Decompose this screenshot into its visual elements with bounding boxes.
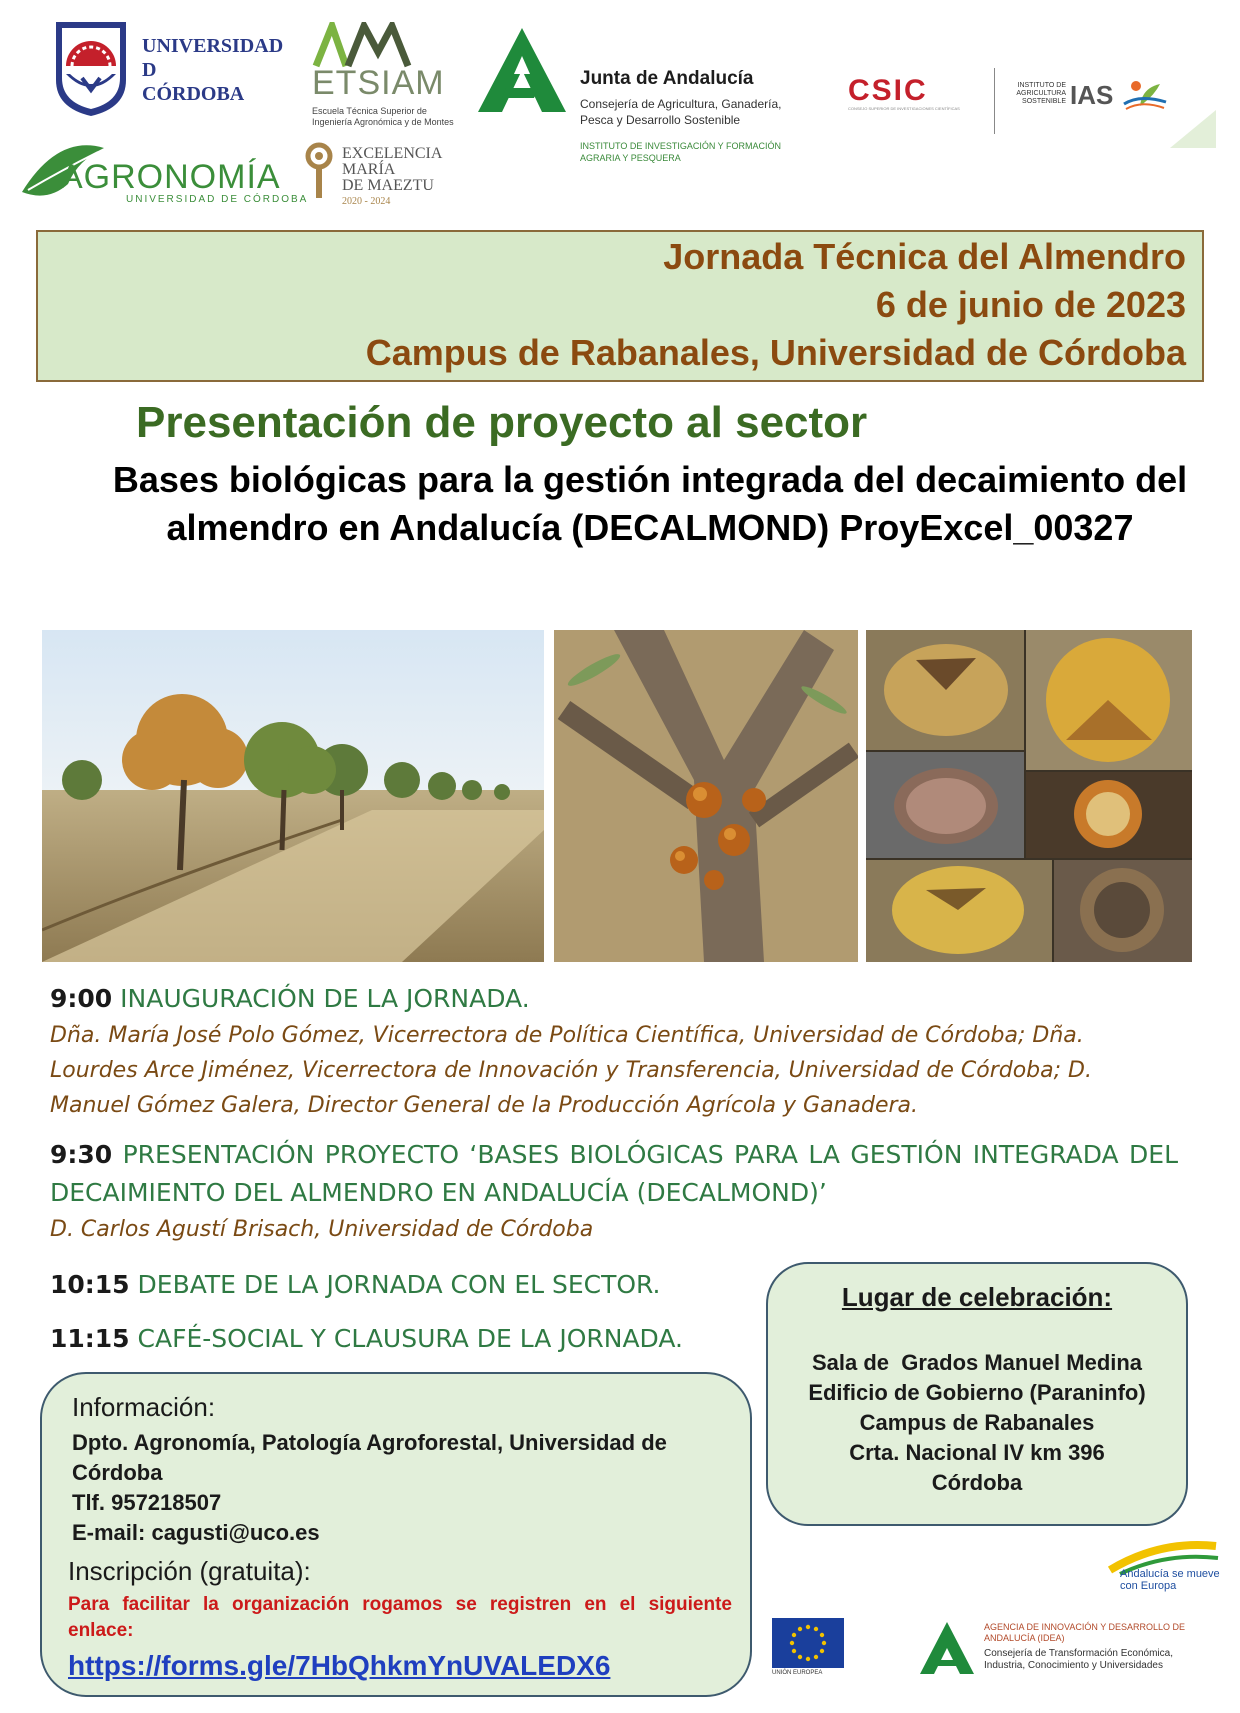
junta-idea-mark-icon	[918, 1620, 976, 1676]
andalucia-europa-text: Andalucía se mueve con Europa	[1120, 1568, 1220, 1592]
program-item-1015	[50, 1266, 740, 1304]
ifapa-text: INSTITUTO DE INVESTIGACIÓN Y FORMACIÓN AGRARIA Y PESQUERA	[580, 141, 782, 163]
eu-flag-icon	[772, 1618, 844, 1668]
info-email[interactable]: E-mail: cagusti@uco.es	[72, 1520, 320, 1545]
etsiam-subtitle: Escuela Técnica Superior de Ingeniería Agronómica y de Montes	[312, 106, 454, 127]
registration-note: Para facilitar la organización rogamos se registren en el siguiente enlace:	[68, 1594, 732, 1641]
venue-address	[768, 1348, 1186, 1498]
universidad-cordoba-name: UNIVERSIDAD D CÓRDOBA	[142, 35, 284, 105]
venue-box	[766, 1262, 1188, 1526]
venue-road: Crta. Nacional IV km 396	[849, 1440, 1105, 1465]
venue-room: Sala de Grados Manuel Medina	[811, 1350, 1143, 1375]
eu-label: UNIÓN EUROPEA	[772, 1670, 823, 1676]
venue-city: Córdoba	[931, 1470, 1023, 1495]
program-time: 9:00	[50, 984, 113, 1013]
ias-wordmark: IAS	[1070, 80, 1114, 110]
junta-consejeria-text: Consejería de Agricultura, Ganadería, Pesca y Desarrollo Sostenible	[580, 97, 782, 127]
program-speakers: D. Carlos Agustí Brisach, Universidad de Córdoba	[50, 1217, 594, 1242]
presentation-title: Presentación de proyecto al sector	[136, 398, 868, 447]
project-title: Bases biológicas para la gestión integrada del decaimiento del almendro en Andalucía (DECALMOND) ProyExcel_00327	[112, 459, 1188, 548]
csic-subtitle: CONSEJO SUPERIOR DE INVESTIGACIONES CIENTÍFICAS	[848, 106, 960, 111]
program-speakers: Dña. María José Polo Gómez, Vicerrectora de Política Científica, Universidad de Córdoba; Dña. Lourdes Arce Jiménez, Vicerrectora de Innovación y Transferencia, Universidad de Córdoba; D. Manuel Gómez Galera, Director General de la Producción Agrícola y Ganadera.	[50, 1023, 1092, 1118]
venue-campus: Campus de Rabanales	[859, 1410, 1095, 1435]
event-banner	[36, 230, 1204, 382]
etsiam-wordmark: ETSIAM	[312, 64, 445, 102]
csic-wordmark: CSIC	[848, 74, 928, 107]
etsiam-mark-icon	[312, 22, 424, 70]
program-activity: PRESENTACIÓN PROYECTO ‘BASES BIOLÓGICAS PARA LA GESTIÓN INTEGRADA DEL DECAIMIENTO DEL ALMENDRO EN ANDALUCÍA (DECALMOND)’	[50, 1140, 1179, 1207]
logo-divider	[994, 68, 995, 134]
program-time: 9:30	[50, 1140, 113, 1169]
program-item-1115	[50, 1320, 740, 1358]
agronomia-subtitle: UNIVERSIDAD DE CÓRDOBA	[126, 194, 309, 205]
program-activity: CAFÉ-SOCIAL Y CLAUSURA DE LA JORNADA.	[137, 1324, 683, 1353]
info-department: Dpto. Agronomía, Patología Agroforestal, Universidad de Córdoba	[72, 1430, 667, 1485]
ias-plant-icon	[1120, 78, 1170, 112]
event-date: 6 de junio de 2023	[875, 284, 1186, 325]
maria-de-maeztu-years: 2020 - 2024	[342, 196, 391, 207]
info-box	[40, 1372, 752, 1697]
wood-cross-sections-photo	[866, 630, 1192, 962]
ias-institute-text: INSTITUTO DE AGRICULTURA SOSTENIBLE	[1016, 82, 1066, 105]
program-item-0900	[50, 980, 1178, 1123]
agronomia-wordmark: AGRONOMÍA	[60, 158, 281, 196]
idea-agency-title: AGENCIA DE INNOVACIÓN Y DESARROLLO DE ANDALUCÍA (IDEA)	[984, 1622, 1186, 1643]
program-time: 11:15	[50, 1324, 130, 1353]
info-contact	[72, 1428, 736, 1548]
maria-de-maeztu-text: EXCELENCIA MARÍA DE MAEZTU	[342, 145, 443, 194]
program-time: 10:15	[50, 1270, 130, 1299]
program-activity: DEBATE DE LA JORNADA CON EL SECTOR.	[137, 1270, 661, 1299]
maria-de-maeztu-seal-icon	[304, 142, 334, 200]
event-title: Jornada Técnica del Almendro	[663, 236, 1186, 277]
program-item-0930	[50, 1136, 1178, 1247]
junta-andalucia-mark-icon	[476, 26, 568, 114]
venue-building: Edificio de Gobierno (Paraninfo)	[808, 1380, 1146, 1405]
universidad-cordoba-shield-icon	[52, 18, 130, 118]
idea-agency-subtitle: Consejería de Transformación Económica, Industria, Conocimiento y Universidades	[984, 1648, 1173, 1671]
info-phone: Tlf. 957218507	[72, 1490, 222, 1515]
junta-andalucia-name: Junta de Andalucía	[580, 68, 754, 89]
venue-heading: Lugar de celebración:	[841, 1282, 1113, 1312]
registration-heading: Inscripción (gratuita):	[68, 1556, 311, 1586]
event-location: Campus de Rabanales, Universidad de Córdoba	[365, 332, 1186, 373]
almond-orchard-photo	[42, 630, 544, 962]
program-activity: INAUGURACIÓN DE LA JORNADA.	[120, 984, 530, 1013]
corner-decoration	[1170, 110, 1216, 148]
info-heading: Información:	[72, 1392, 216, 1422]
gummosis-trunk-photo	[554, 630, 858, 962]
registration-link[interactable]: https://forms.gle/7HbQhkmYnUVALEDX6	[68, 1650, 611, 1681]
